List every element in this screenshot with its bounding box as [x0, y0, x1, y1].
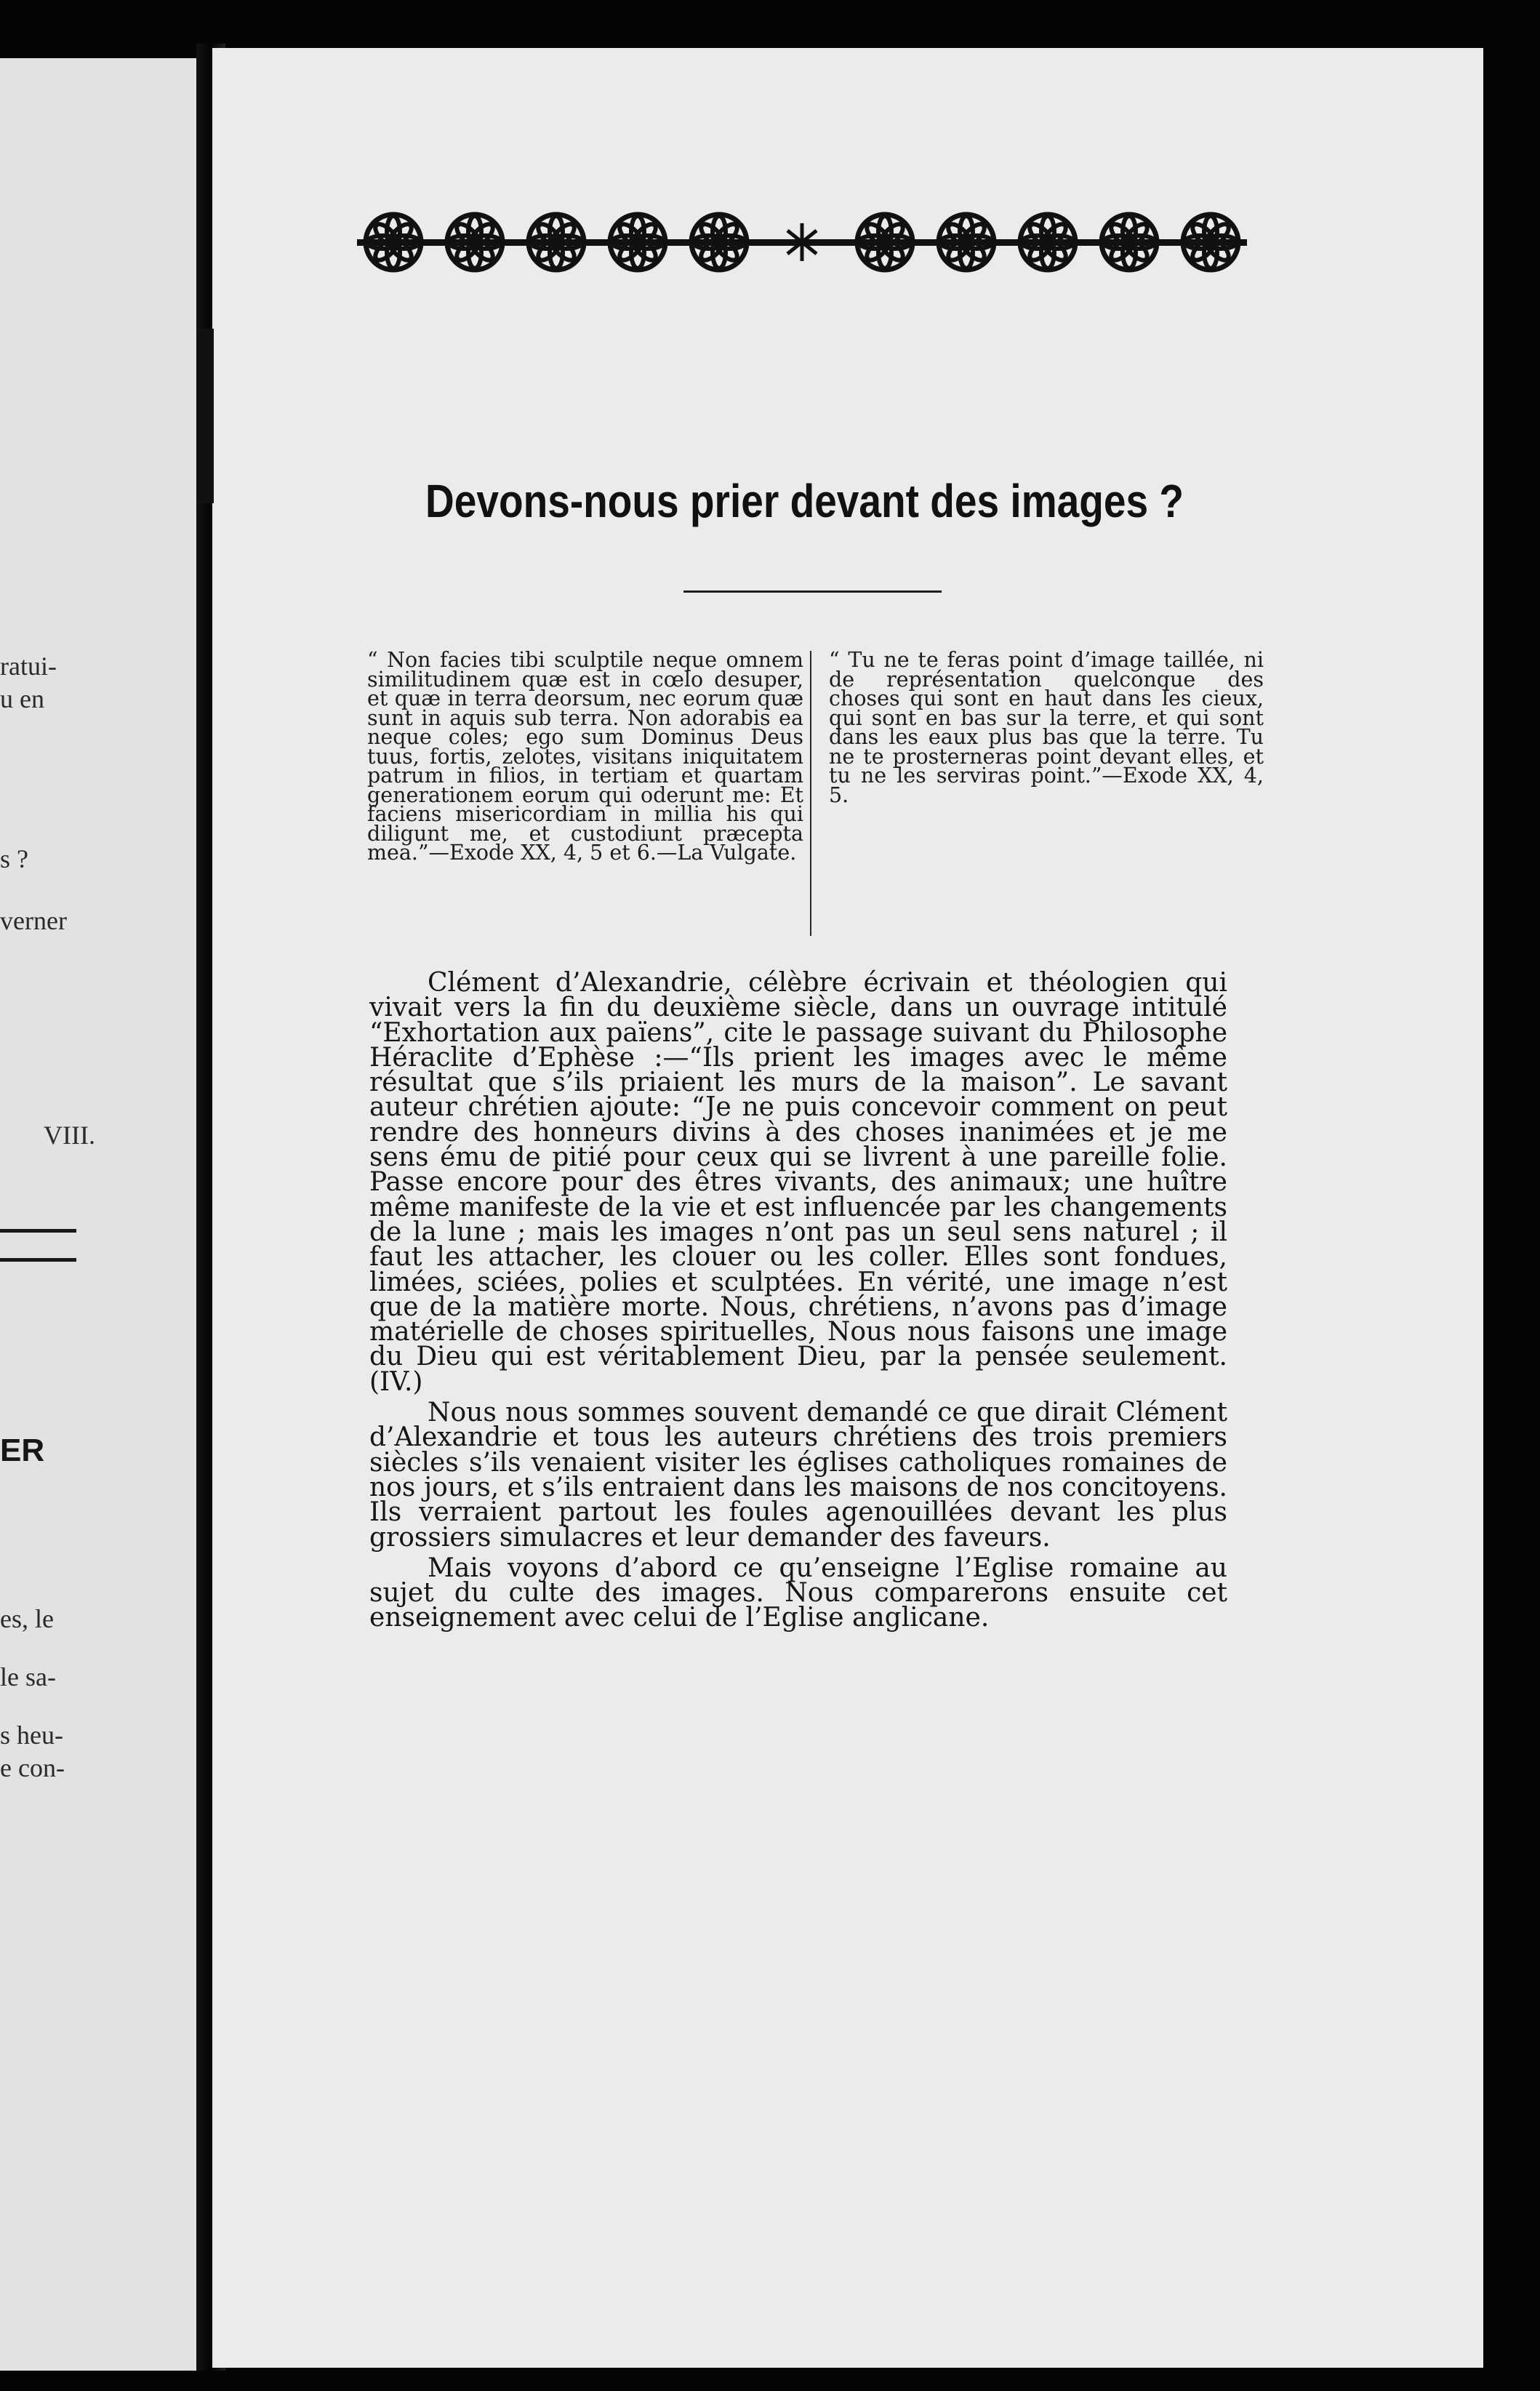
left-fragment: u en: [0, 684, 44, 713]
left-rule: [0, 1229, 76, 1233]
binding-mark: [198, 329, 214, 503]
left-fragment: es, le: [0, 1604, 54, 1633]
column-divider: [810, 651, 811, 936]
paragraph: Mais voyons d’abord ce qu’enseigne l’Eglise romaine au sujet du culte des images. Nous comparerons ensuite cet enseignement avec celui de l’Eglise anglicane.: [369, 1553, 1227, 1633]
left-fragment: le sa-: [0, 1662, 56, 1691]
left-fragment: s ?: [0, 844, 28, 873]
quote-french: “ Tu ne te feras point d’image taillée, ni de représentation quelconque des choses qui sont en haut dans les cieux, qui sont en bas sur la terre, et qui sont dans les eaux plus bas que la terre. Tu ne te prosterneras point devant elles, et tu ne les serviras point.”—Exode XX, 4, 5.: [829, 648, 1264, 807]
paragraph: Nous nous sommes souvent demandé ce que dirait Clément d’Alexandrie et tous les auteurs chrétiens des trois premiers siècles s’ils venaient visiter les églises catholiques romaines de nos jours, et s’ils entraient dans les maisons de nos concitoyens. Ils verraient partout les foules agenouillées devant les plus grossiers simulacres et leur demander des faveurs.: [369, 1398, 1227, 1553]
left-fragment: VIII.: [44, 1121, 95, 1150]
left-fragment: verner: [0, 906, 67, 935]
page-title: Devons-nous prier devant des images ?: [425, 475, 1184, 527]
previous-page-strip: [0, 58, 202, 2371]
quote-latin: “ Non facies tibi sculptile neque omnem similitudinem quæ est in cœlo desuper, et quæ in terra deorsum, nec eorum quæ sunt in aquis sub terra. Non adorabis ea neque coles; ego sum Dominus Deus tuus, fortis, zelotes, visitans iniquitatem patrum in filios, in tertiam et quartam generationem eorum qui oderunt me: Et faciens misericordiam in millia his qui diligunt me, et custodiunt præcepta mea.”—Exode XX, 4, 5 et 6.—La Vulgate.: [367, 648, 803, 865]
title-rule: [683, 590, 942, 593]
left-fragment: ER: [0, 1433, 45, 1468]
left-fragment: ratui-: [0, 652, 57, 681]
left-rule: [0, 1258, 76, 1262]
paragraph: Clément d’Alexandrie, célèbre écrivain et théologien qui vivait vers la fin du deuxième siècle, dans un ouvrage intitulé “Exhortation aux païens”, cite le passage suivant du Philosophe Héraclite d’Ephèse :—“Ils prient les images avec le même résultat que s’ils priaient les murs de la maison”. Le savant auteur chrétien ajoute: “Je ne puis concevoir comment on peut rendre des honneurs divins à des choses inanimées et je me sens ému de pitié pour ceux qui se livrent à une pareille folie. Passe encore pour des êtres vivants, des animaux; une huître même manifeste de la vie et est influencée par les changements de la lune ; mais les images n’ont pas un seul sens naturel ; il faut les attacher, les clouer ou les coller. Elles sont fondues, limées, sciées, polies et sculptées. En vérité, une image n’est que de la matière morte. Nous, chrétiens, n’avons pas d’image matérielle de choses spirituelles, Nous nous faisons une image du Dieu qui est véritablement Dieu, par la pensée seulement. (IV.): [369, 968, 1227, 1397]
body-text: [369, 968, 1227, 1637]
left-fragment: s heu-: [0, 1721, 63, 1750]
left-fragment: e con-: [0, 1753, 65, 1782]
floral-ornament-band: [351, 207, 1253, 280]
